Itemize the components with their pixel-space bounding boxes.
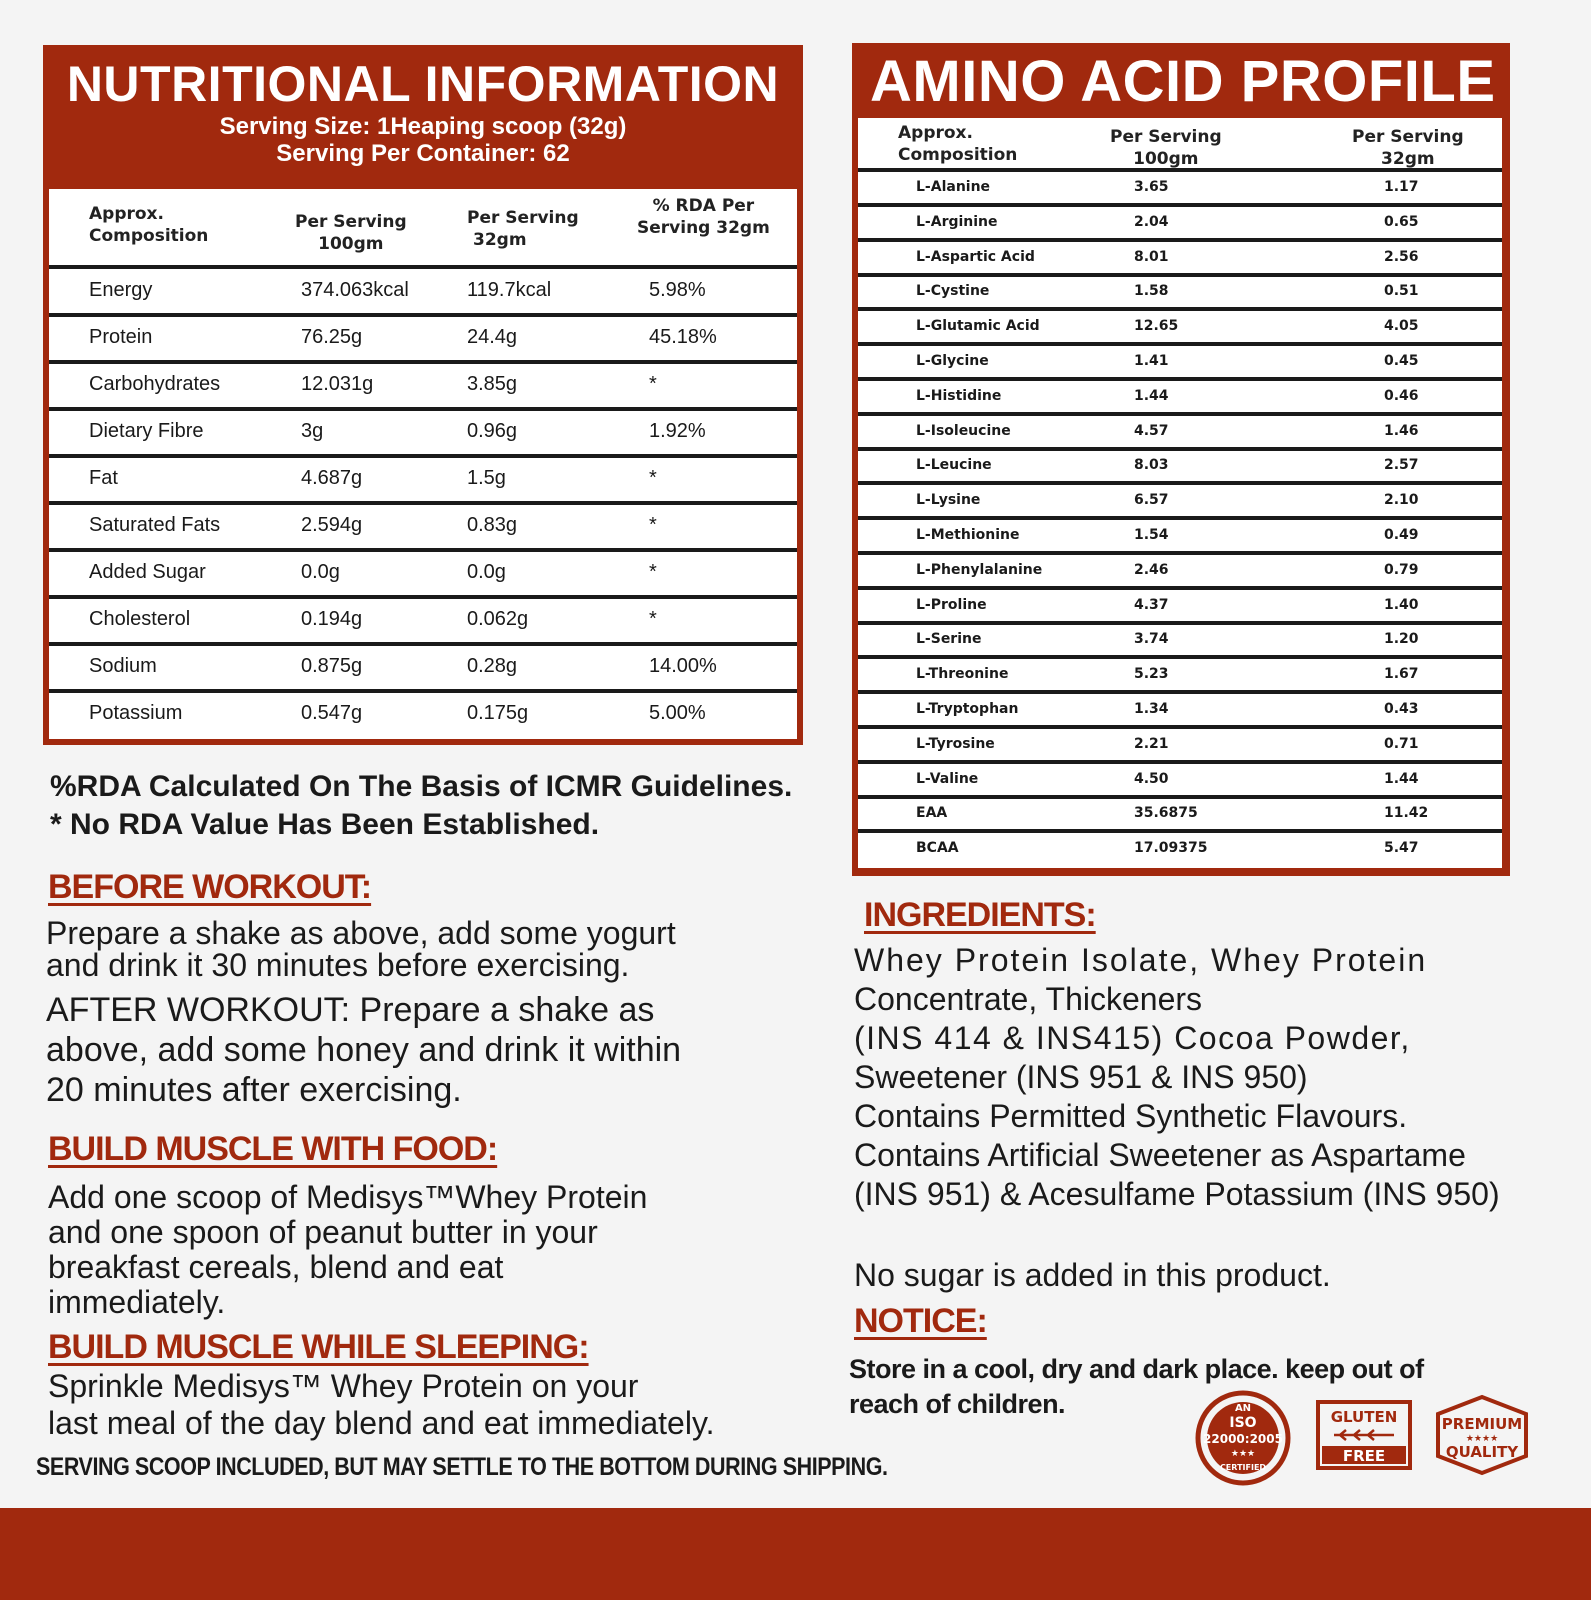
nutrition-cell-per32: 0.28g bbox=[467, 655, 518, 677]
amino-cell-name: L-Histidine bbox=[916, 387, 1002, 404]
notice-heading: NOTICE: bbox=[854, 1302, 987, 1340]
amino-cell-per100: 1.34 bbox=[1134, 701, 1169, 717]
amino-cell-per32: 4.05 bbox=[1384, 318, 1419, 335]
before-workout-heading: BEFORE WORKOUT: bbox=[48, 868, 372, 906]
amino-cell-per32: 2.10 bbox=[1384, 492, 1419, 509]
ingredients-text: Whey Protein Isolate, Whey Protein Concentrate, Thickeners (INS 414 & INS415) Cocoa Powder, Sweetener (INS 951 & INS 950) Contains Permitted Synthetic Flavours. Contains Artificial Sweetener as Aspartame (INS 951) & Acesulfame Potassium (INS 950) bbox=[854, 942, 1500, 1212]
nutrition-cell-name: Potassium bbox=[89, 702, 183, 724]
nutrition-table-box bbox=[43, 45, 803, 745]
amino-cell-per32: 1.67 bbox=[1384, 666, 1419, 683]
amino-cell-per32: 11.42 bbox=[1384, 805, 1429, 822]
nutrition-cell-per32: 0.175g bbox=[467, 702, 529, 724]
no-sugar-text: No sugar is added in this product. bbox=[854, 1257, 1331, 1293]
amino-row bbox=[858, 242, 1502, 277]
amino-cell-name: L-Cystine bbox=[916, 283, 990, 300]
nutrition-cell-rda: * bbox=[649, 514, 657, 536]
nutrition-cell-per32: 119.7kcal bbox=[467, 279, 552, 301]
nutrition-cell-name: Protein bbox=[89, 326, 153, 348]
amino-row bbox=[858, 172, 1502, 207]
svg-text:22000:2005: 22000:2005 bbox=[1203, 1432, 1283, 1446]
footer-band bbox=[0, 1508, 1591, 1600]
amino-row bbox=[858, 659, 1502, 694]
nutrition-cell-rda: 45.18% bbox=[649, 326, 717, 348]
svg-text:PREMIUM: PREMIUM bbox=[1441, 1415, 1523, 1433]
nutrition-cell-rda: 5.98% bbox=[649, 279, 706, 301]
header-per-32: Per Serving 32gm bbox=[467, 208, 579, 250]
gluten-free-badge bbox=[1316, 1400, 1412, 1470]
amino-cell-per100: 3.74 bbox=[1134, 631, 1169, 648]
amino-cell-per32: 0.79 bbox=[1384, 561, 1419, 578]
amino-cell-per32: 0.65 bbox=[1384, 213, 1419, 230]
amino-cell-name: L-Valine bbox=[916, 770, 979, 787]
amino-cell-per100: 17.09375 bbox=[1134, 840, 1208, 857]
amino-cell-name: L-Glutamic Acid bbox=[916, 318, 1040, 335]
nutrition-cell-name: Fat bbox=[89, 467, 118, 489]
nutrition-cell-per32: 0.0g bbox=[467, 561, 506, 583]
amino-row bbox=[858, 450, 1502, 485]
amino-cell-per32: 0.45 bbox=[1384, 353, 1419, 369]
nutrition-cell-rda: * bbox=[649, 561, 657, 583]
amino-title: AMINO ACID PROFILE bbox=[870, 49, 1496, 114]
build-sleep-text: Sprinkle Medisys™ Whey Protein on your last meal of the day blend and eat immediately. bbox=[48, 1368, 715, 1441]
amino-cell-per32: 0.43 bbox=[1384, 701, 1419, 717]
amino-cell-per100: 1.54 bbox=[1134, 527, 1169, 543]
amino-cell-per100: 4.50 bbox=[1134, 770, 1169, 787]
amino-row bbox=[858, 207, 1502, 242]
amino-cell-per100: 4.57 bbox=[1134, 422, 1169, 439]
ingredients-heading: INGREDIENTS: bbox=[864, 896, 1096, 934]
nutrition-cell-per100: 0.875g bbox=[301, 655, 363, 677]
amino-cell-per32: 1.44 bbox=[1384, 770, 1419, 787]
nutrition-cell-per100: 0.194g bbox=[301, 608, 363, 630]
amino-cell-name: L-Aspartic Acid bbox=[916, 248, 1035, 265]
amino-cell-per32: 1.40 bbox=[1384, 596, 1419, 613]
before-workout-text: Prepare a shake as above, add some yogurt and drink it 30 minutes before exercising. bbox=[46, 915, 676, 983]
nutrition-row bbox=[49, 410, 797, 458]
nutrition-cell-per32: 0.062g bbox=[467, 608, 529, 630]
amino-cell-name: L-Tyrosine bbox=[916, 735, 995, 752]
amino-cell-name: BCAA bbox=[916, 840, 959, 857]
nutrition-row bbox=[49, 692, 797, 736]
amino-cell-per100: 2.46 bbox=[1134, 561, 1169, 578]
amino-cell-per32: 1.46 bbox=[1384, 422, 1419, 439]
nutrition-cell-rda: 1.92% bbox=[649, 420, 706, 442]
amino-row bbox=[858, 590, 1502, 625]
nutrition-cell-per32: 0.96g bbox=[467, 420, 518, 442]
amino-cell-name: L-Leucine bbox=[916, 457, 992, 474]
amino-row bbox=[858, 729, 1502, 764]
nutrition-row bbox=[49, 269, 797, 317]
amino-cell-name: L-Isoleucine bbox=[916, 422, 1011, 439]
amino-cell-per32: 2.57 bbox=[1384, 457, 1419, 474]
header-per-100: Per Serving 100gm bbox=[295, 212, 407, 254]
nutrition-cell-rda: 14.00% bbox=[649, 655, 717, 677]
amino-cell-name: L-Serine bbox=[916, 631, 982, 648]
amino-cell-per100: 8.01 bbox=[1134, 248, 1169, 265]
rda-basis-note: %RDA Calculated On The Basis of ICMR Guidelines. bbox=[50, 770, 793, 803]
nutrition-cell-per100: 0.0g bbox=[301, 561, 340, 583]
notice-text: Store in a cool, dry and dark place. keep out of reach of children. bbox=[849, 1354, 1424, 1419]
amino-row bbox=[858, 555, 1502, 590]
amino-cell-name: L-Tryptophan bbox=[916, 701, 1019, 717]
header-composition: Approx. Composition bbox=[89, 204, 209, 246]
build-food-text: Add one scoop of Medisys™Whey Protein and one spoon of peanut butter in your breakfast cereals, blend and eat immediately. bbox=[48, 1179, 648, 1320]
amino-cell-per100: 4.37 bbox=[1134, 596, 1169, 613]
amino-cell-name: L-Proline bbox=[916, 596, 987, 613]
svg-text:★★★★: ★★★★ bbox=[1465, 1434, 1499, 1444]
nutrition-cell-per100: 4.687g bbox=[301, 467, 363, 489]
nutrition-row bbox=[49, 551, 797, 599]
nutrition-cell-per32: 24.4g bbox=[467, 326, 518, 348]
amino-row bbox=[858, 764, 1502, 799]
amino-cell-name: L-Phenylalanine bbox=[916, 561, 1043, 578]
iso-certified-badge bbox=[1195, 1390, 1291, 1486]
amino-row bbox=[858, 833, 1502, 864]
nutrition-row bbox=[49, 363, 797, 411]
amino-row bbox=[858, 520, 1502, 555]
amino-row bbox=[858, 416, 1502, 451]
amino-table-box bbox=[852, 43, 1510, 876]
nutrition-title: NUTRITIONAL INFORMATION bbox=[66, 56, 780, 112]
amino-cell-per100: 8.03 bbox=[1134, 457, 1169, 474]
after-workout-text: AFTER WORKOUT: Prepare a shake as above, add some honey and drink it within 20 minutes after exercising. bbox=[46, 991, 682, 1109]
nutrition-row bbox=[49, 457, 797, 505]
amino-cell-name: EAA bbox=[916, 805, 948, 822]
amino-cell-per32: 0.46 bbox=[1384, 387, 1419, 404]
amino-cell-name: L-Methionine bbox=[916, 527, 1020, 543]
svg-text:QUALITY: QUALITY bbox=[1445, 1443, 1519, 1461]
nutrition-table-header bbox=[49, 189, 797, 269]
amino-cell-per100: 2.04 bbox=[1134, 213, 1169, 230]
nutrition-cell-per100: 2.594g bbox=[301, 514, 363, 536]
amino-cell-per32: 5.47 bbox=[1384, 840, 1419, 857]
amino-header-composition: Approx. Composition bbox=[898, 123, 1018, 165]
nutrition-cell-name: Added Sugar bbox=[89, 561, 206, 583]
nutrition-cell-name: Carbohydrates bbox=[89, 373, 221, 395]
nutrition-cell-name: Sodium bbox=[89, 655, 157, 677]
serving-size: Serving Size: 1Heaping scoop (32g) bbox=[219, 113, 627, 140]
amino-cell-per100: 3.65 bbox=[1134, 179, 1169, 195]
premium-quality-badge bbox=[1434, 1394, 1530, 1476]
amino-table bbox=[858, 118, 1502, 868]
amino-table-header bbox=[858, 118, 1502, 172]
amino-row bbox=[858, 381, 1502, 416]
nutrition-table bbox=[49, 189, 797, 739]
amino-cell-per32: 0.49 bbox=[1384, 527, 1419, 543]
svg-text:FREE: FREE bbox=[1342, 1447, 1386, 1465]
amino-row bbox=[858, 694, 1502, 729]
amino-row bbox=[858, 346, 1502, 381]
amino-row bbox=[858, 624, 1502, 659]
nutrition-cell-rda: 5.00% bbox=[649, 702, 706, 724]
nutrition-row bbox=[49, 504, 797, 552]
svg-text:CERTIFIED: CERTIFIED bbox=[1219, 1463, 1267, 1472]
amino-cell-per100: 1.58 bbox=[1134, 283, 1169, 300]
amino-cell-name: L-Threonine bbox=[916, 666, 1009, 683]
nutrition-cell-per100: 374.063kcal bbox=[301, 279, 409, 301]
nutrition-cell-per100: 76.25g bbox=[301, 326, 363, 348]
no-rda-note: * No RDA Value Has Been Established. bbox=[50, 808, 600, 841]
header-rda: % RDA Per Serving 32gm bbox=[637, 196, 770, 238]
amino-row bbox=[858, 798, 1502, 833]
amino-cell-per32: 1.20 bbox=[1384, 631, 1419, 648]
amino-cell-per32: 2.56 bbox=[1384, 248, 1419, 265]
amino-header-per-100: Per Serving 100gm bbox=[1110, 127, 1222, 169]
nutrition-cell-name: Dietary Fibre bbox=[89, 420, 204, 442]
svg-text:★★★: ★★★ bbox=[1230, 1449, 1256, 1459]
svg-text:AN: AN bbox=[1234, 1403, 1252, 1414]
nutrition-cell-per32: 1.5g bbox=[467, 467, 506, 489]
nutrition-row bbox=[49, 645, 797, 693]
nutrition-cell-per100: 0.547g bbox=[301, 702, 363, 724]
amino-cell-per100: 35.6875 bbox=[1134, 805, 1198, 822]
amino-cell-per100: 5.23 bbox=[1134, 666, 1169, 683]
nutrition-cell-rda: * bbox=[649, 608, 657, 630]
nutrition-cell-rda: * bbox=[649, 373, 657, 395]
fine-print: SERVING SCOOP INCLUDED, BUT MAY SETTLE TO THE BOTTOM DURING SHIPPING. bbox=[36, 1453, 888, 1481]
nutrition-row bbox=[49, 598, 797, 646]
svg-text:ISO: ISO bbox=[1229, 1415, 1257, 1431]
amino-header-per-32: Per Serving 32gm bbox=[1352, 127, 1464, 169]
amino-cell-name: L-Lysine bbox=[916, 492, 981, 509]
nutrition-cell-name: Saturated Fats bbox=[89, 514, 221, 536]
nutrition-cell-rda: * bbox=[649, 467, 657, 489]
nutrition-cell-per32: 0.83g bbox=[467, 514, 518, 536]
amino-cell-per32: 0.71 bbox=[1384, 735, 1419, 752]
amino-cell-name: L-Arginine bbox=[916, 213, 998, 230]
nutrition-cell-per100: 3g bbox=[301, 420, 324, 442]
amino-row bbox=[858, 276, 1502, 311]
amino-cell-per100: 12.65 bbox=[1134, 318, 1179, 335]
build-food-heading: BUILD MUSCLE WITH FOOD: bbox=[48, 1130, 498, 1168]
nutrition-row bbox=[49, 316, 797, 364]
nutrition-cell-name: Energy bbox=[89, 279, 153, 301]
amino-cell-per100: 6.57 bbox=[1134, 492, 1169, 509]
nutrition-cell-per100: 12.031g bbox=[301, 373, 374, 395]
amino-row bbox=[858, 311, 1502, 346]
amino-cell-per100: 1.41 bbox=[1134, 353, 1169, 369]
amino-cell-name: L-Alanine bbox=[916, 179, 991, 195]
build-sleep-heading: BUILD MUSCLE WHILE SLEEPING: bbox=[48, 1328, 589, 1366]
servings-per-container: Serving Per Container: 62 bbox=[276, 140, 570, 167]
amino-cell-name: L-Glycine bbox=[916, 353, 989, 369]
svg-text:GLUTEN: GLUTEN bbox=[1330, 1408, 1398, 1426]
nutrition-cell-name: Cholesterol bbox=[89, 608, 191, 630]
amino-cell-per32: 0.51 bbox=[1384, 283, 1419, 300]
amino-cell-per32: 1.17 bbox=[1384, 179, 1419, 195]
nutrition-cell-per32: 3.85g bbox=[467, 373, 518, 395]
amino-cell-per100: 2.21 bbox=[1134, 735, 1169, 752]
amino-cell-per100: 1.44 bbox=[1134, 387, 1169, 404]
amino-row bbox=[858, 485, 1502, 520]
